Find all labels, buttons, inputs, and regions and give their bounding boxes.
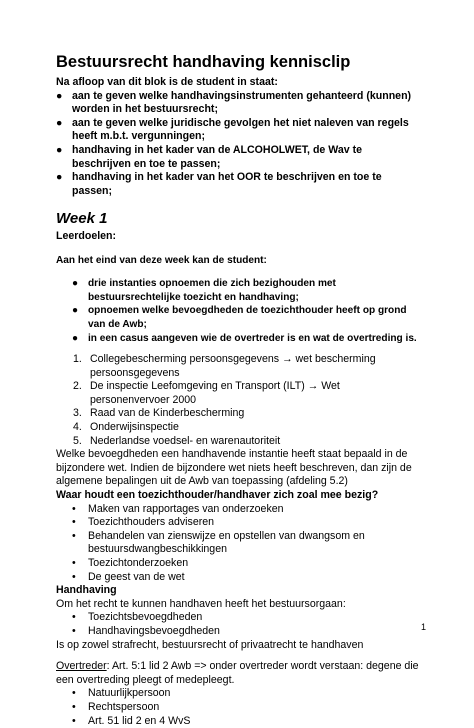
leerdoelen-list [56,277,422,345]
list-item: • De geest van de wet [72,570,185,583]
bevoegdheden-paragraph: Welke bevoegdheden een handhavende instantie heeft staat bepaald in de bijzondere wet. Indien de bijzondere wet niets heeft beschreven, dan zijn de algemene bepalingen uit de Awb van toepassing (afdeling 5.2) [56,448,412,488]
list-item: ● opnoemen welke bevoegdheden de toezichthouder heeft op grond van de Awb; [72,305,407,330]
instanties-list [56,353,422,448]
list-item: • Toezichtonderzoeken [72,557,189,569]
handhaving-note: Is op zowel strafrecht, bestuursrecht of privaatrecht te handhaven [56,638,364,651]
handhaving-heading: Handhaving [56,584,117,597]
list-item: ● in een casus aangeven wie de overtreder is en wat de overtreding is. [72,332,417,344]
list-item: 2. De inspectie Leefomgeving en Transport (ILT) → Wet personenvervoer 2000 [73,380,340,406]
taken-list [56,503,422,585]
list-item: 4. Onderwijsinspectie [73,421,179,434]
list-item: • Rechtspersoon [72,700,160,713]
intro-text: Na afloop van dit blok is de student in staat: [56,76,278,88]
list-item: • Maken van rapportages van onderzoeken [72,502,284,515]
overtreder-label: Overtreder [56,660,107,673]
leerdoelen-intro: Aan het eind van deze week kan de student: [56,255,267,267]
list-item: • Behandelen van zienswijze en opstellen van dwangsom en bestuursdwangbeschikkingen [72,529,365,556]
handhaving-text: Om het recht te kunnen handhaven heeft het bestuursorgaan: [56,597,346,610]
handhaving-list [56,611,422,638]
goals-list [56,90,422,199]
list-item: ● drie instanties opnoemen die zich bezighouden met bestuursrechtelijke toezicht en handhaving; [72,278,336,303]
overtreder-paragraph [56,660,422,687]
overtreder-text: : Art. 5:1 lid 2 Awb => onder overtreder wordt verstaan: degene die een overtreding pleegt of medepleegt. [56,660,419,686]
overtreder-list [56,687,422,728]
document-title: Bestuursrecht handhaving kennisclip [56,53,351,71]
list-item: • Toezichtsbevoegdheden [72,611,203,624]
list-item: • Handhavingsbevoegdheden [72,624,220,637]
leerdoelen-label: Leerdoelen: [56,230,117,243]
list-item: ● handhaving in het kader van het OOR te beschrijven en toe te passen; [56,171,382,197]
page-number: 1 [420,622,426,632]
list-item: ● aan te geven welke juridische gevolgen het niet naleven van regels heeft m.b.t. vergunningen; [56,116,409,143]
week-heading: Week 1 [56,210,108,228]
list-item: ● handhaving in het kader van de ALCOHOLWET, de Wav te beschrijven en toe te passen; [56,143,362,170]
question-heading: Waar houdt een toezichthouder/handhaver zich zoal mee bezig? [56,489,379,502]
list-item: 1. Collegebescherming persoonsgegevens → wet bescherming persoonsgegevens [73,353,376,379]
list-item: ● aan te geven welke handhavingsinstrumenten gehanteerd (kunnen) worden in het bestuursrecht; [56,89,412,116]
list-item: • Toezichthouders adviseren [72,516,215,529]
list-item: • Art. 51 lid 2 en 4 WvS [72,714,191,727]
list-item: 5. Nederlandse voedsel- en warenautoriteit [73,434,281,447]
list-item: 3. Raad van de Kinderbescherming [73,407,245,420]
list-item: • Natuurlijkpersoon [72,687,171,700]
